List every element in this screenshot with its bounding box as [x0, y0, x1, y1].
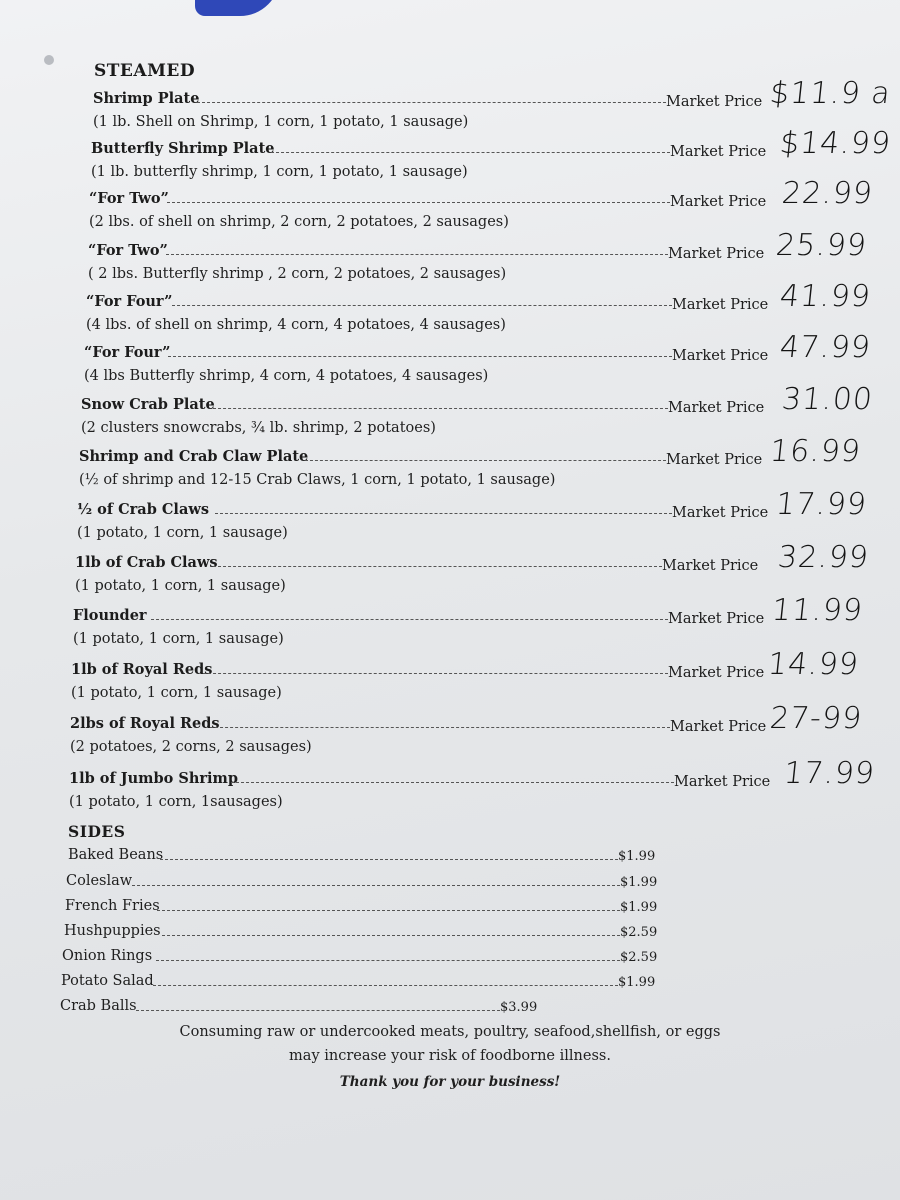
side-item-price: $1.99	[620, 875, 658, 890]
menu-item-name: “For Four”	[86, 293, 173, 310]
side-item-price: $3.99	[500, 1000, 538, 1015]
menu-item	[75, 540, 880, 604]
menu-item-description: (2 clusters snowcrabs, ¾ lb. shrimp, 2 potatoes)	[81, 420, 436, 436]
menu-item-description: (½ of shrimp and 12-15 Crab Claws, 1 corn, 1 potato, 1 sausage)	[79, 472, 556, 488]
menu-item-description: (1 potato, 1 corn, 1sausages)	[69, 794, 283, 810]
menu-item-name: ½ of Crab Claws	[77, 501, 209, 518]
market-price-label: Market Price	[668, 665, 765, 681]
menu-item-name: “For Two”	[89, 190, 169, 207]
market-price-label: Market Price	[668, 400, 765, 416]
handwritten-price: 32.99	[776, 540, 871, 575]
side-item-price: $1.99	[620, 900, 658, 915]
menu-item-description: (4 lbs Butterfly shrimp, 4 corn, 4 potatoes, 4 sausages)	[84, 368, 489, 384]
dotted-leader	[167, 202, 670, 203]
menu-item	[79, 434, 880, 498]
menu-item	[73, 593, 880, 657]
side-item-price: $1.99	[618, 849, 656, 864]
side-item	[62, 948, 670, 970]
thank-you-note: Thank you for your business!	[339, 1074, 561, 1090]
handwritten-price: 27-99	[768, 701, 865, 736]
market-price-label: Market Price	[672, 297, 769, 313]
menu-item-description: (1 potato, 1 corn, 1 sausage)	[75, 578, 286, 594]
market-price-label: Market Price	[672, 505, 769, 521]
market-price-label: Market Price	[670, 719, 767, 735]
side-item	[65, 898, 670, 920]
market-price-label: Market Price	[668, 611, 765, 627]
menu-item	[84, 330, 880, 394]
menu-item	[93, 76, 893, 140]
dotted-leader	[271, 152, 670, 153]
dotted-leader	[197, 102, 666, 103]
menu-item-description: (4 lbs. of shell on shrimp, 4 corn, 4 potatoes, 4 sausages)	[86, 317, 506, 333]
food-safety-notice-line2: may increase your risk of foodborne illness.	[289, 1048, 611, 1064]
handwritten-price: 16.99	[768, 434, 863, 469]
market-price-label: Market Price	[666, 452, 763, 468]
menu-item-name: “For Two”	[88, 242, 168, 259]
menu-item-name: Flounder	[73, 607, 147, 624]
side-item	[61, 973, 668, 995]
menu-item-name: 1lb of Crab Claws	[75, 554, 218, 571]
market-price-label: Market Price	[670, 194, 767, 210]
menu-item	[69, 756, 880, 820]
handwritten-price: 41.99	[778, 279, 873, 314]
menu-item-description: (1 potato, 1 corn, 1 sausage)	[73, 631, 284, 647]
dotted-leader	[231, 782, 674, 783]
sides-heading: SIDES	[68, 822, 126, 841]
dotted-leader	[172, 305, 672, 306]
handwritten-price: 47.99	[778, 330, 873, 365]
side-item	[68, 847, 668, 869]
handwritten-price: 22.99	[780, 176, 875, 211]
dotted-leader	[213, 566, 662, 567]
dotted-leader	[213, 408, 668, 409]
menu-item-description: (1 potato, 1 corn, 1 sausage)	[71, 685, 282, 701]
handwritten-price: 11.99	[770, 593, 865, 628]
side-item	[66, 873, 670, 895]
menu-item-name: 1lb of Royal Reds	[71, 661, 213, 678]
side-item-name: Potato Salad	[61, 973, 154, 989]
market-price-label: Market Price	[662, 558, 759, 574]
menu-item	[88, 228, 880, 292]
menu-item-name: Butterfly Shrimp Plate	[91, 140, 275, 157]
side-item	[60, 998, 550, 1020]
menu-item-name: Snow Crab Plate	[81, 396, 215, 413]
dotted-leader	[160, 859, 618, 860]
market-price-label: Market Price	[670, 144, 767, 160]
handwritten-price: 17.99	[782, 756, 877, 791]
market-price-label: Market Price	[674, 774, 771, 790]
dotted-leader	[136, 1010, 500, 1011]
market-price-label: Market Price	[668, 246, 765, 262]
side-item-price: $1.99	[618, 975, 656, 990]
menu-item	[86, 279, 880, 343]
dotted-leader	[203, 673, 668, 674]
side-item-price: $2.59	[620, 950, 658, 965]
menu-item	[91, 126, 893, 190]
menu-item-description: (2 lbs. of shell on shrimp, 2 corn, 2 potatoes, 2 sausages)	[89, 214, 509, 230]
menu-item-name: 1lb of Jumbo Shrimp	[69, 770, 238, 787]
dotted-leader	[156, 960, 620, 961]
side-item	[64, 923, 670, 945]
dotted-leader	[210, 727, 670, 728]
menu-item	[77, 487, 880, 551]
menu-item-description: (2 potatoes, 2 corns, 2 sausages)	[70, 739, 312, 755]
dotted-leader	[132, 885, 620, 886]
menu-item-name: 2lbs of Royal Reds	[70, 715, 220, 732]
dotted-leader	[305, 460, 666, 461]
handwritten-price: $14.99	[778, 126, 893, 161]
menu-item-description: ( 2 lbs. Butterfly shrimp , 2 corn, 2 potatoes, 2 sausages)	[88, 266, 507, 282]
menu-item	[70, 701, 880, 765]
handwritten-price: 25.99	[774, 228, 869, 263]
handwritten-price: $11.9 a	[768, 76, 893, 111]
dotted-leader	[168, 356, 672, 357]
side-item-name: Coleslaw	[66, 873, 133, 889]
menu-item	[89, 176, 880, 240]
menu-item-description: (1 lb. Shell on Shrimp, 1 corn, 1 potato, 1 sausage)	[93, 114, 469, 130]
dotted-leader	[215, 513, 672, 514]
menu-item	[71, 647, 880, 711]
handwritten-price: 17.99	[774, 487, 869, 522]
side-item-name: Hushpuppies	[64, 923, 161, 939]
dotted-leader	[151, 619, 668, 620]
side-item-name: French Fries	[65, 898, 160, 914]
handwritten-price: 31.00	[780, 382, 875, 417]
side-item-price: $2.59	[620, 925, 658, 940]
side-item-name: Crab Balls	[60, 998, 137, 1014]
market-price-label: Market Price	[672, 348, 769, 364]
dotted-leader	[162, 935, 620, 936]
menu-item-description: (1 potato, 1 corn, 1 sausage)	[77, 525, 288, 541]
menu-item-name: “For Four”	[84, 344, 171, 361]
side-item-name: Baked Beans	[68, 847, 164, 863]
food-safety-notice-line1: Consuming raw or undercooked meats, poultry, seafood,shellfish, or eggs	[179, 1024, 721, 1040]
dotted-leader	[157, 910, 620, 911]
dotted-leader	[166, 254, 668, 255]
menu-item-name: Shrimp and Crab Claw Plate	[79, 448, 309, 465]
dotted-leader	[153, 985, 618, 986]
handwritten-price: 14.99	[766, 647, 861, 682]
menu-item-name: Shrimp Plate	[93, 90, 200, 107]
steamed-heading: STEAMED	[94, 61, 196, 81]
menu-item	[81, 382, 880, 446]
market-price-label: Market Price	[666, 94, 763, 110]
side-item-name: Onion Rings	[62, 948, 153, 964]
menu-item-description: (1 lb. butterfly shrimp, 1 corn, 1 potato, 1 sausage)	[91, 164, 468, 180]
